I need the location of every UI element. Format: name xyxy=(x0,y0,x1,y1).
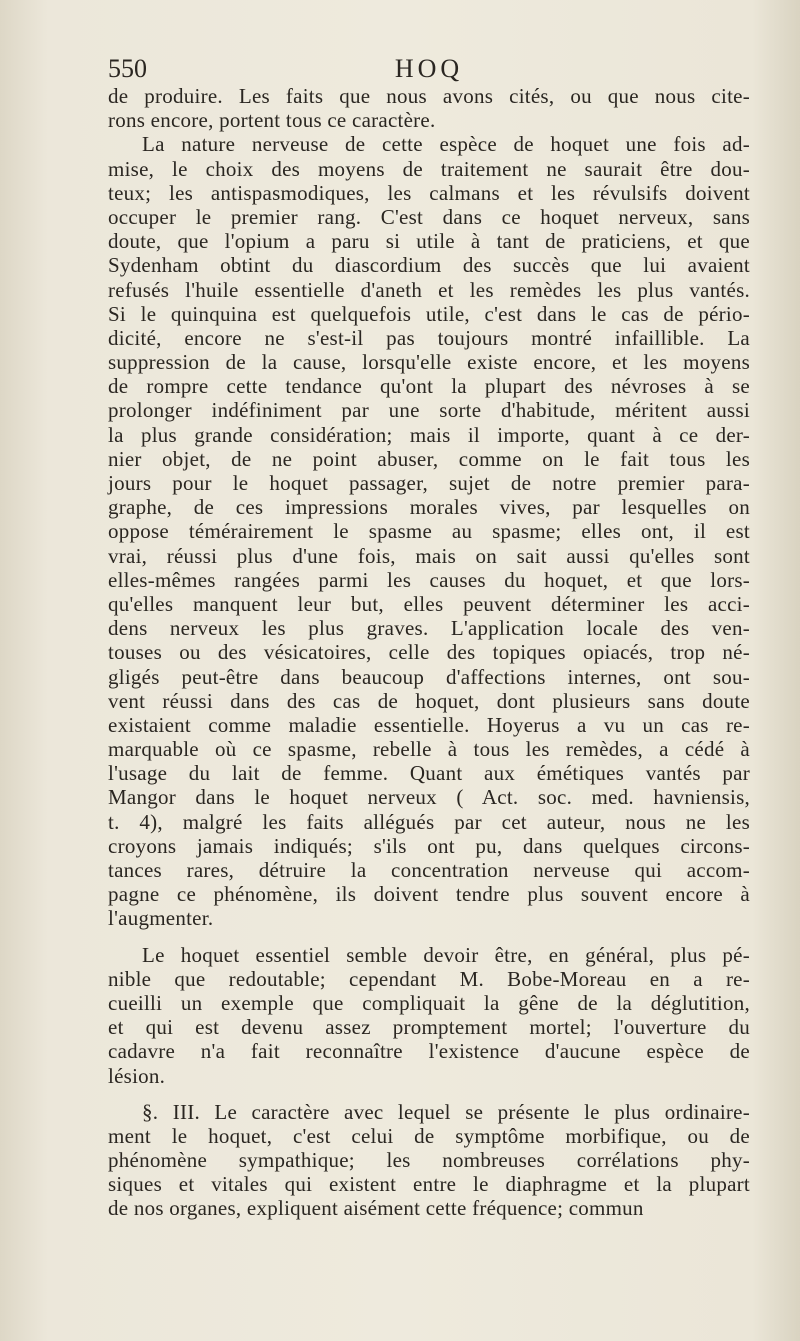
text-line: refusés l'huile essentielle d'aneth et les remèdes les plus vantés. xyxy=(108,277,750,302)
text-line: teux; les antispasmodiques, les calmans et les révulsifs doivent xyxy=(108,180,750,205)
text-line: lésion. xyxy=(108,1063,166,1088)
page-number: 550 xyxy=(108,54,147,83)
text-line: t. 4), malgré les faits allégués par cet auteur, nous ne les xyxy=(108,809,750,834)
text-line: cadavre n'a fait reconnaître l'existence d'aucune espèce de xyxy=(108,1039,750,1064)
text-line: dens nerveux les plus graves. L'application locale des ven- xyxy=(108,616,750,641)
paragraph xyxy=(108,84,750,132)
page-header xyxy=(108,52,750,86)
text-line: oppose témérairement le spasme au spasme; elles ont, il est xyxy=(108,519,750,544)
text-line: graphe, de ces impressions morales vives, par lesquelles on xyxy=(108,495,750,520)
text-line: et qui est devenu assez promptement mortel; l'ouverture du xyxy=(108,1015,750,1040)
text-line: existaient comme maladie essentielle. Hoyerus a vu un cas re- xyxy=(108,712,750,737)
text-line: la plus grande considération; mais il importe, quant à ce der- xyxy=(108,422,750,447)
paragraph-gap xyxy=(108,931,750,943)
text-line: croyons jamais indiqués; s'ils ont pu, dans quelques circons- xyxy=(108,833,750,858)
text-line: de nos organes, expliquent aisément cette fréquence; commun xyxy=(108,1196,644,1221)
text-line: §. III. Le caractère avec lequel se présente le plus ordinaire- xyxy=(142,1099,750,1124)
text-line: dicité, encore ne s'est-il pas toujours montré infaillible. La xyxy=(108,325,750,350)
text-line: mise, le choix des moyens de traitement ne saurait être dou- xyxy=(108,156,750,181)
body-text xyxy=(108,84,750,1221)
text-line: touses ou des vésicatoires, celle des topiques opiacés, trop né- xyxy=(108,640,750,665)
text-line: suppression de la cause, lorsqu'elle existe encore, et les moyens xyxy=(108,350,750,375)
text-line: Si le quinquina est quelquefois utile, c'est dans le cas de pério- xyxy=(108,301,750,326)
paragraph-gap xyxy=(108,1088,750,1100)
text-line: Le hoquet essentiel semble devoir être, en général, plus pé- xyxy=(142,942,750,967)
text-line: ment le hoquet, c'est celui de symptôme morbifique, ou de xyxy=(108,1123,750,1148)
text-line: cueilli un exemple que compliquait la gêne de la déglutition, xyxy=(108,990,750,1015)
paragraph xyxy=(108,132,750,930)
text-line: La nature nerveuse de cette espèce de hoquet une fois ad- xyxy=(142,132,750,157)
text-line: Mangor dans le hoquet nerveux ( Act. soc. med. havniensis, xyxy=(108,785,750,810)
paragraph xyxy=(108,1100,750,1221)
text-line: qu'elles manquent leur but, elles peuvent déterminer les acci- xyxy=(108,591,750,616)
paragraph xyxy=(108,943,750,1088)
text-line: vrai, réussi plus d'une fois, mais on sait aussi qu'elles sont xyxy=(108,543,750,568)
text-line: vent réussi dans des cas de hoquet, dont plusieurs sans doute xyxy=(108,688,750,713)
text-line: Sydenham obtint du diascordium des succès que lui avaient xyxy=(108,253,750,278)
text-line: occuper le premier rang. C'est dans ce hoquet nerveux, sans xyxy=(108,204,750,229)
text-line: pagne ce phénomène, ils doivent tendre plus souvent encore à xyxy=(108,882,750,907)
text-line: l'augmenter. xyxy=(108,906,214,931)
text-line: prolonger indéfiniment par une sorte d'habitude, méritent aussi xyxy=(108,398,750,423)
text-line: de produire. Les faits que nous avons cités, ou que nous cite- xyxy=(108,84,750,108)
text-line: nier objet, de ne point abuser, comme on le fait tous les xyxy=(108,446,750,471)
text-line: jours pour le hoquet passager, sujet de notre premier para- xyxy=(108,471,750,495)
text-line: tances rares, détruire la concentration nerveuse qui accom- xyxy=(108,858,750,882)
text-line: nible que redoutable; cependant M. Bobe-Moreau en a re- xyxy=(108,966,750,991)
text-line: phénomène sympathique; les nombreuses corrélations phy- xyxy=(108,1148,750,1173)
text-line: siques et vitales qui existent entre le diaphragme et la plupart xyxy=(108,1172,750,1197)
text-line: rons encore, portent tous ce caractère. xyxy=(108,108,436,133)
text-line: doute, que l'opium a paru si utile à tant de praticiens, et que xyxy=(108,229,750,254)
text-line: de rompre cette tendance qu'ont la plupart des névroses à se xyxy=(108,374,750,399)
text-line: elles-mêmes rangées parmi les causes du hoquet, et que lors- xyxy=(108,567,750,592)
text-line: gligés peut-être dans beaucoup d'affections internes, ont sou- xyxy=(108,664,750,689)
running-head: HOQ xyxy=(394,54,464,83)
text-line: marquable où ce spasme, rebelle à tous les remèdes, a cédé à xyxy=(108,737,750,762)
text-line: l'usage du lait de femme. Quant aux émétiques vantés par xyxy=(108,761,750,786)
